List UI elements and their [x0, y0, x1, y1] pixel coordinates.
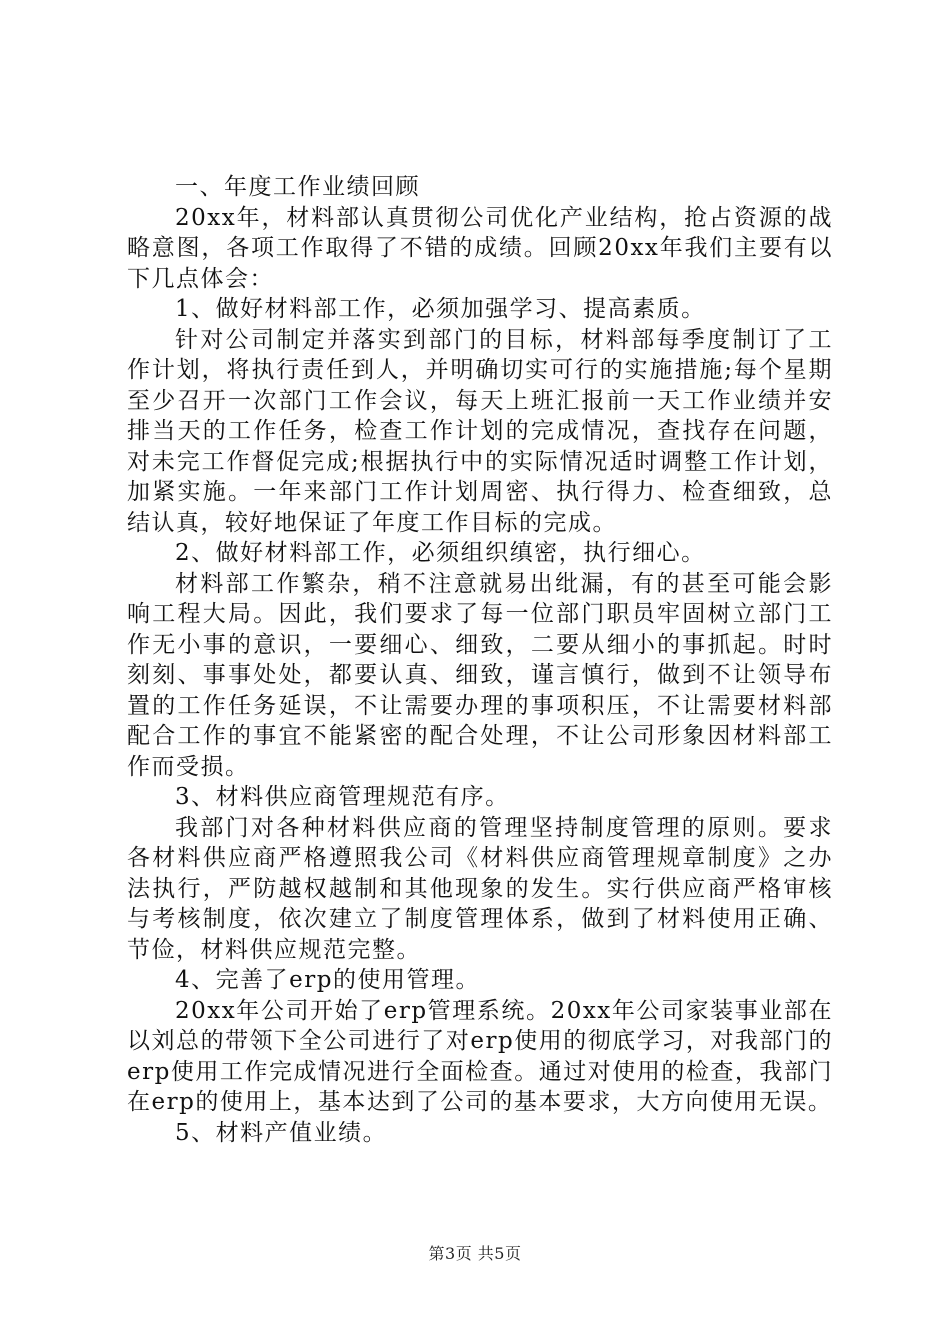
- point-2-heading: 2、做好材料部工作，必须组织缜密，执行细心。: [175, 540, 706, 566]
- point-3-heading: 3、材料供应商管理规范有序。: [175, 784, 510, 810]
- page-number-footer: 第3页 共5页: [428, 1244, 522, 1263]
- section-heading: 一、年度工作业绩回顾: [175, 174, 420, 200]
- point-3-paragraph: 我部门对各种材料供应商的管理坚持制度管理的原则。要求各材料供应商严格遵照我公司《材料供应商管理规章制度》之办法执行，严防越权越制和其他现象的发生。实行供应商严格审核与考核制度，依次建立了制度管理体系，做到了材料使用正确、节俭，材料供应规范完整。: [127, 814, 833, 963]
- point-4-heading: 4、完善了erp的使用管理。: [175, 967, 480, 993]
- document-body: [127, 172, 833, 1148]
- point-5-heading: 5、材料产值业绩。: [175, 1119, 388, 1146]
- point-4-paragraph: 20xx年公司开始了erp管理系统。20xx年公司家装事业部在以刘总的带领下全公司进行了对erp使用的彻底学习，对我部门的erp使用工作完成情况进行全面检查。通过对使用的检查，我部门在erp的使用上，基本达到了公司的基本要求，大方向使用无误。: [127, 997, 833, 1115]
- point-2-paragraph: 材料部工作繁杂，稍不注意就易出纰漏，有的甚至可能会影响工程大局。因此，我们要求了每一位部门职员牢固树立部门工作无小事的意识，一要细心、细致，二要从细小的事抓起。时时刻刻、事事处处，都要认真、细致，谨言慎行，做到不让领导布置的工作任务延误，不让需要办理的事项积压，不让需要材料部配合工作的事宜不能紧密的配合处理，不让公司形象因材料部工作而受损。: [127, 570, 833, 780]
- point-1-heading: 1、做好材料部工作，必须加强学习、提高素质。: [175, 296, 706, 322]
- intro-paragraph: 20xx年，材料部认真贯彻公司优化产业结构，抢占资源的战略意图，各项工作取得了不错的成绩。回顾20xx年我们主要有以下几点体会：: [127, 204, 833, 292]
- point-1-paragraph: 针对公司制定并落实到部门的目标，材料部每季度制订了工作计划，将执行责任到人，并明确切实可行的实施措施;每个星期至少召开一次部门工作会议，每天上班汇报前一天工作业绩并安排当天的工作任务，检查工作计划的完成情况，查找存在问题，对未完工作督促完成;根据执行中的实际情况适时调整工作计划，加紧实施。一年来部门工作计划周密、执行得力、检查细致，总结认真，较好地保证了年度工作目标的完成。: [127, 326, 833, 536]
